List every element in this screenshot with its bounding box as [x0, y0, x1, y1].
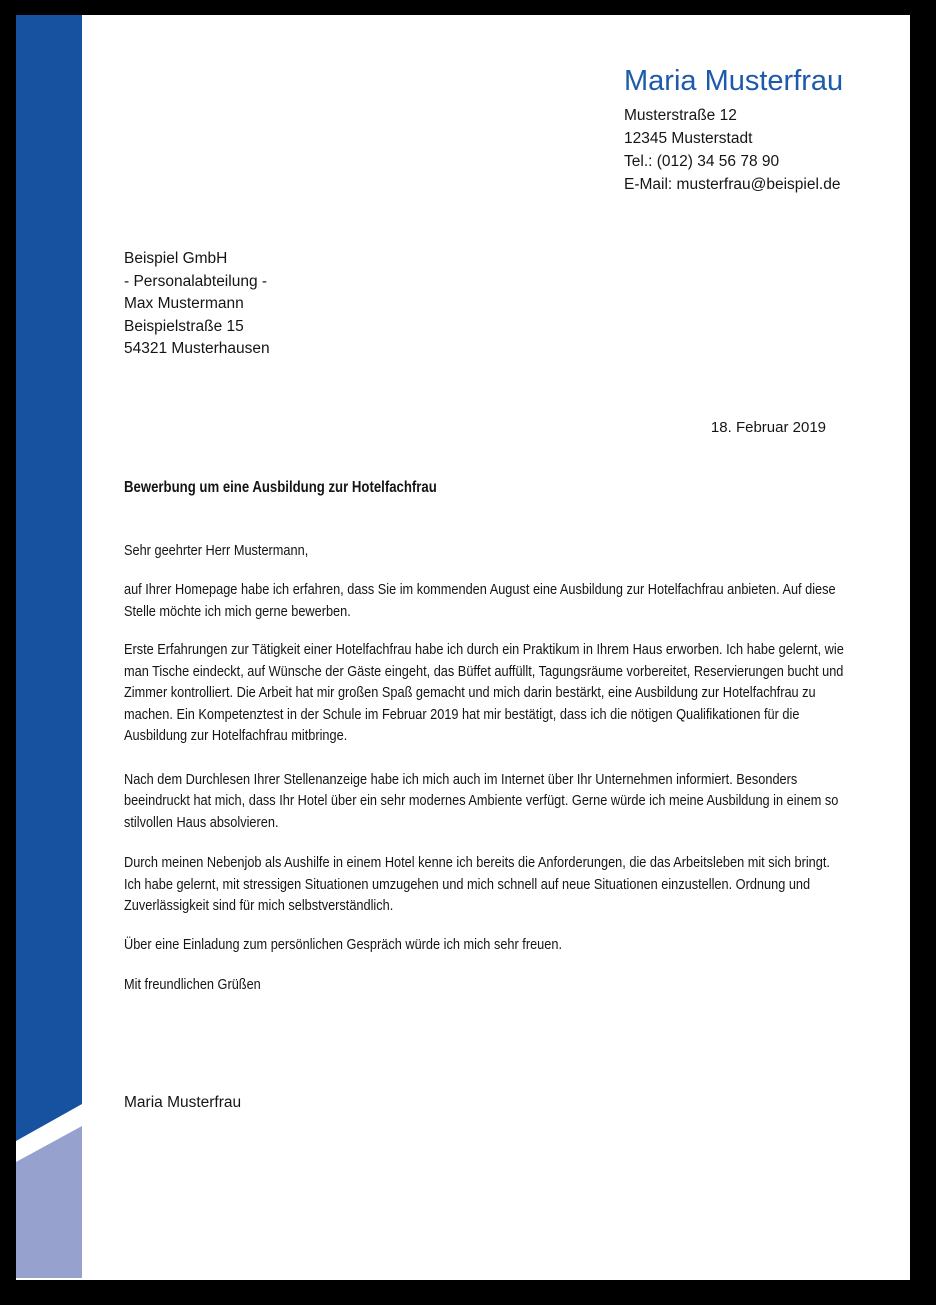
body-paragraph: Durch meinen Nebenjob als Aushilfe in einem Hotel kenne ich bereits die Anforderungen, die das Arbeitsleben mit sich bringt. Ich habe gelernt, mit stressigen Situationen umzugehen und mich schnell auf neue Situationen einzustellen. Ordnung und Zuverlässigkeit sind für mich selbstverständlich. [124, 854, 830, 914]
sender-block [624, 65, 843, 196]
sender-city: 12345 Musterstadt [624, 130, 753, 147]
recipient-city: 54321 Musterhausen [124, 340, 270, 357]
body-paragraph: Erste Erfahrungen zur Tätigkeit einer Hotelfachfrau habe ich durch ein Praktikum in Ihrem Haus erworben. Ich habe gelernt, wie man Tische eindeckt, auf Wünsche der Gäste eingeht, das Büffet auffüllt, Tagungsräume vorbereitet, Reservierungen bucht und Zimmer kontrolliert. Die Arbeit hat mir großen Spaß gemacht und mich darin bestärkt, eine Ausbildung zur Hotelfachfrau zu machen. Ein Kompetenztest in der Schule im Februar 2019 hat mir bestätigt, dass ich die nötigen Qualifikationen für die Ausbildung zur Hotelfachfrau mitbringe. [124, 641, 844, 744]
body-paragraph: auf Ihrer Homepage habe ich erfahren, dass Sie im kommenden August eine Ausbildung zur Hotelfachfrau anbieten. Auf diese Stelle möchte ich mich gerne bewerben. [124, 581, 836, 620]
sender-phone: Tel.: (012) 34 56 78 90 [624, 153, 780, 170]
sender-email: E-Mail: musterfrau@beispiel.de [624, 176, 841, 193]
letter-page [16, 15, 910, 1280]
accent-stripe-bottom [16, 1126, 82, 1278]
sender-name: Maria Musterfrau [624, 65, 844, 97]
accent-stripe-top [16, 15, 82, 1141]
date-text: 18. Februar 2019 [710, 419, 826, 436]
signature-name: Maria Musterfrau [124, 1094, 242, 1111]
recipient-block [124, 248, 270, 361]
subject-line: Bewerbung um eine Ausbildung zur Hotelfachfrau [124, 479, 437, 496]
body-paragraph: Über eine Einladung zum persönlichen Gespräch würde ich mich sehr freuen. [124, 935, 562, 953]
salutation: Sehr geehrter Herr Mustermann, [124, 541, 309, 559]
closing-phrase: Mit freundlichen Grüßen [124, 976, 261, 993]
letter-body [124, 477, 847, 996]
date-line [124, 417, 826, 439]
recipient-department: - Personalabteilung - [124, 272, 268, 290]
recipient-street: Beispielstraße 15 [124, 317, 244, 335]
recipient-company: Beispiel GmbH [124, 250, 228, 267]
recipient-contact-person: Max Mustermann [124, 295, 244, 312]
sender-street: Musterstraße 12 [624, 107, 737, 124]
body-paragraph: Nach dem Durchlesen Ihrer Stellenanzeige habe ich mich auch im Internet über Ihr Unternehmen informiert. Besonders beeindruckt hat mich, dass Ihr Hotel über ein sehr modernes Ambiente verfügt. Gerne würde ich meine Ausbildung in einem so stilvollen Haus absolvieren. [124, 770, 839, 831]
